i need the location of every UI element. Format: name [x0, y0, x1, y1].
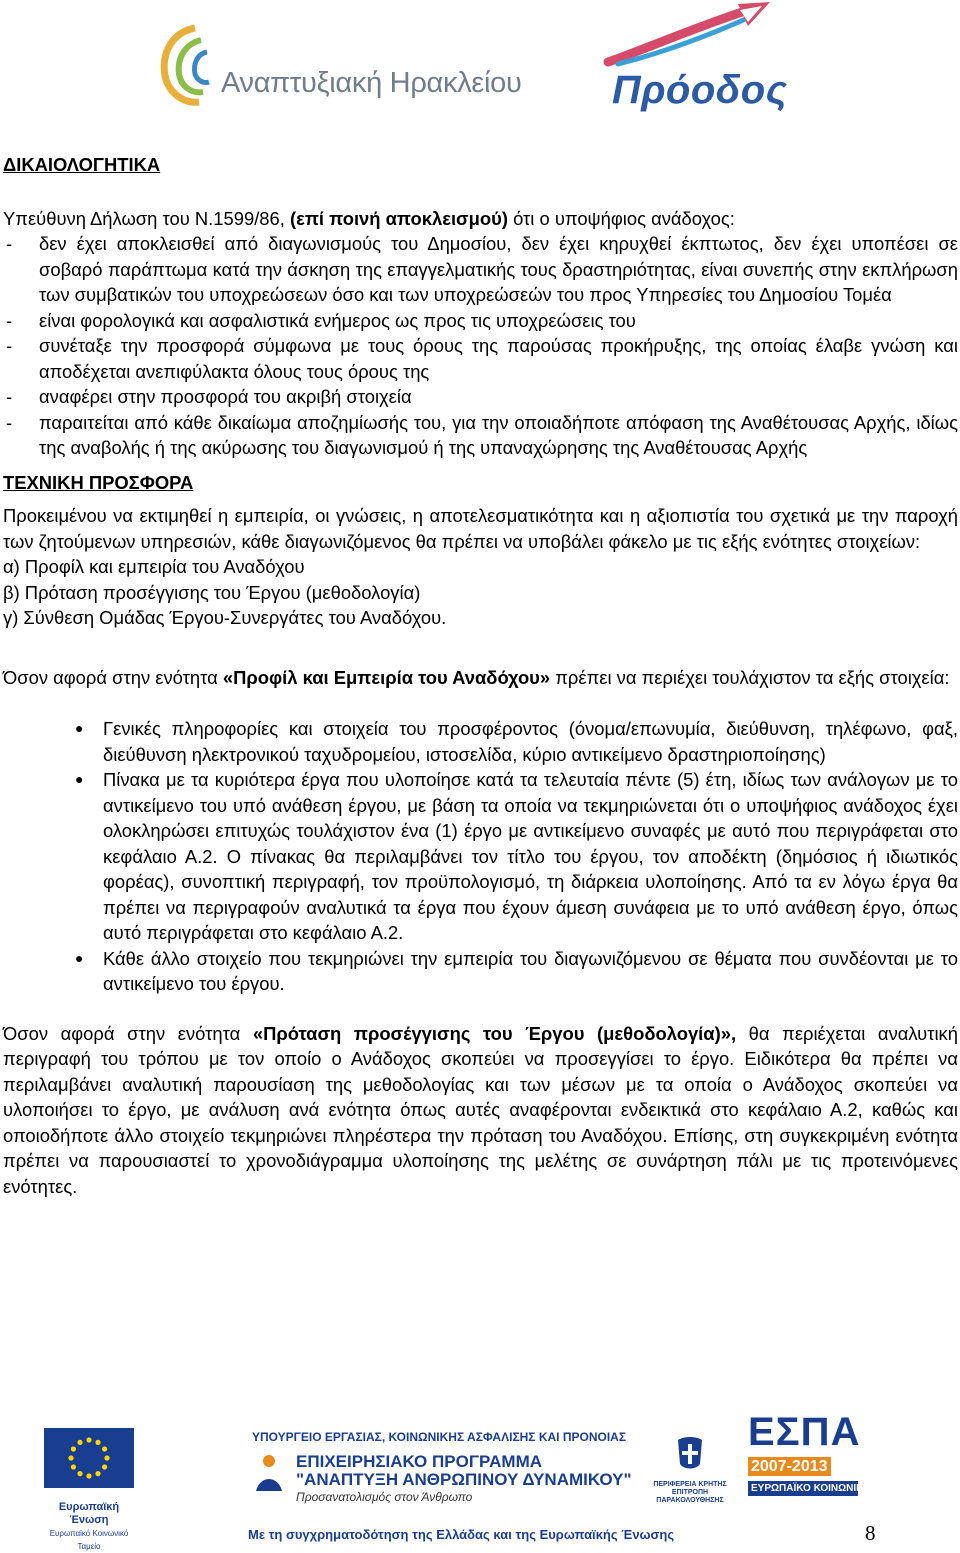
profile-paragraph: Όσον αφορά στην ενότητα «Προφίλ και Εμπειρία του Αναδόχου» πρέπει να περιέχει τουλάχιστον τα εξής στοιχεία:: [3, 666, 950, 688]
proodos-logo: [598, 0, 788, 122]
program-motto: Προσανατολισμός στον Άνθρωπο: [296, 1490, 473, 1504]
page-header: [0, 0, 960, 130]
unit-item: α) Προφίλ και εμπειρία του Αναδόχου: [3, 556, 305, 577]
human-figure-icon: [252, 1453, 286, 1493]
document-body: [3, 152, 958, 1199]
list-item: - συνέταξε την προσφορά σύμφωνα με τους όρους της παρούσας προκήρυξης, της οποίας έλαβε γνώση και αποδέχεται ανεπιφύλακτα όλους τους όρους της: [6, 335, 958, 382]
unit-item: β) Πρόταση προσέγγισης του Έργου (μεθοδολογία): [3, 581, 421, 603]
eu-caption: Ευρωπαϊκή Ένωση Ευρωπαϊκό Κοινωνικό Ταμείο: [49, 1500, 129, 1551]
section-heading-technical-offer: ΤΕΧΝΙΚΗ ΠΡΟΣΦΟΡΑ: [3, 471, 194, 493]
page-number: 8: [865, 1521, 876, 1545]
declaration-intro: Υπεύθυνη Δήλωση του Ν.1599/86, (επί ποινή αποκλεισμού) ότι ο υποψήφιος ανάδοχος:: [3, 207, 735, 229]
methodology-paragraph: Όσον αφορά στην ενότητα «Πρόταση προσέγγισης του Έργου (μεθοδολογία)», θα περιέχεται αναλυτική περιγραφή του τρόπου με τον οποίο ο Ανάδοχος σκοπεύει να προσεγγίσει το έργο. Ειδικότερα θα πρέπει να περιλαμβάνει αναλυτική παρουσίαση της μεθοδολογίας και των μέσων με τα οποία ο Ανάδοχος σκοπεύει να υλοποιήσει το έργο, με ανάλυση ανά ενότητα όπως αυτές αναφέρονται ενδεικτικά στο κεφάλαιο Α.2, καθώς και οποιοδήποτε άλλο στοιχείο τεκμηριώνει πληρέστερα την πρόταση του Αναδόχου. Επίσης, στη συγκεκριμένη ενότητα πρέπει να παρουσιαστεί το χρονοδιάγραμμα υλοποίησης της μελέτης σε συνάρτηση πάλι με τις προτεινόμενες ενότητες.: [3, 1022, 958, 1197]
espa-fund: ΕΥΡΩΠΑΪΚΟ ΚΟΙΝΩΝΙΚΟ ΤΑΜΕΙΟ: [748, 1481, 858, 1496]
page-footer: [0, 1400, 960, 1551]
left-logo-text: Αναπτυξιακή Ηρακλείου: [221, 67, 522, 99]
logo-mark-icon: [155, 18, 225, 108]
ministry-name: ΥΠΟΥΡΓΕΙΟ ΕΡΓΑΣΙΑΣ, ΚΟΙΝΩΝΙΚΗΣ ΑΣΦΑΛΙΣΗΣ ΚΑΙ ΠΡΟΝΟΙΑΣ: [252, 1430, 627, 1444]
crete-region-logo: ΠΕΡΙΦΕΡΕΙΑ ΚΡΗΤΗΣ ΕΠΙΤΡΟΠΗ ΠΑΡΑΚΟΛΟΥΘΗΣΗΣ: [650, 1434, 730, 1505]
right-logo-text: Πρόοδος: [612, 68, 788, 112]
rocket-icon: [598, 0, 778, 72]
espa-title: ΕΣΠΑ: [748, 1410, 861, 1454]
bullet-item: ● Γενικές πληροφορίες και στοιχεία του προσφέροντος (όνομα/επωνυμία, διεύθυνση, τηλέφωνο, φαξ, διεύθυνση ηλεκτρονικού ταχυδρομείου, ιστοσελίδα, κύριο αντικείμενο δραστηριοποίησης): [75, 718, 958, 765]
bullet-item: ● Κάθε άλλο στοιχείο που τεκμηριώνει την εμπειρία του διαγωνιζόμενου σε θέματα που συνδέονται με το αντικείμενο του έργου.: [75, 947, 958, 994]
bullet-item: ● Πίνακα με τα κυριότερα έργα που υλοποίησε κατά τα τελευταία πέντε (5) έτη, ιδίως των ανάλογων με το αντικείμενο του υπό ανάθεση έργου, με βάση τα οποία να τεκμηριώνεται ότι ο υποψήφιος ανάδοχος έχει ολοκληρώσει επιτυχώς τουλάχιστον ένα (1) έργο με αντικείμενο συναφές με αυτό που περιγράφεται στο κεφάλαιο Α.2. Ο πίνακας θα περιλαμβάνει τον τίτλο του έργου, τον αποδέκτη (δημόσιος ή ιδιωτικός φορέας), συνοπτική περιγραφή, τον προϋπολογισμό, τη διάρκεια υλοποίησης. Από τα εν λόγω έργα θα πρέπει να περιγραφούν αναλυτικά τα έργα που έχουν άμεση συνάφεια με το υπό ανάθεση έργο, όπως αυτό περιγράφεται στο κεφάλαιο Α.2.: [75, 769, 958, 943]
list-item: - παραιτείται από κάθε δικαίωμα αποζημίωσής του, για την οποιαδήποτε απόφαση της Αναθέτουσας Αρχής, ιδίως της αναβολής ή της ακύρωσης του διαγωνισμού ή της υπαναχώρησης της Αναθέτουσας Αρχής: [6, 411, 958, 458]
list-item: - αναφέρει στην προσφορά του ακριβή στοιχεία: [6, 386, 412, 407]
greek-emblem-icon: [670, 1434, 710, 1474]
eu-logo: [44, 1428, 134, 1553]
espa-years: 2007-2013: [748, 1457, 831, 1476]
cofinance-note: Με τη συγχρηματοδότηση της Ελλάδας και της Ευρωπαϊκής Ένωσης: [248, 1527, 675, 1542]
program-subtitle: "ΑΝΑΠΤΥΞΗ ΑΝΘΡΩΠΙΝΟΥ ΔΥΝΑΜΙΚΟΥ": [296, 1470, 632, 1489]
list-item: - δεν έχει αποκλεισθεί από διαγωνισμούς του Δημοσίου, δεν έχει κηρυχθεί έκπτωτος, δεν έχει υποπέσει σε σοβαρό παράπτωμα κατά την άσκηση της επαγγελματικής τους δραστηριότητας, είναι συνεπής στην εκπλήρωση των συμβατικών του υποχρεώσεων όσο και των υποχρεώσεών του προς Υπηρεσίες του Δημοσίου Τομέα: [6, 233, 958, 305]
anaptyxiaki-irakleiou-logo: [155, 18, 522, 118]
eu-flag-icon: [44, 1428, 134, 1488]
espa-logo: [748, 1410, 912, 1496]
program-title: ΕΠΙΧΕΙΡΗΣΙΑΚΟ ΠΡΟΓΡΑΜΜΑ: [296, 1452, 543, 1471]
unit-item: γ) Σύνθεση Ομάδας Έργου-Συνεργάτες του Αναδόχου.: [3, 607, 447, 628]
list-item: - είναι φορολογικά και ασφαλιστικά ενήμερος ως προς τις υποχρεώσεις του: [6, 309, 636, 331]
technical-offer-intro: Προκειμένου να εκτιμηθεί η εμπειρία, οι γνώσεις, η αποτελεσματικότητα και η αξιοπιστία του σχετικά με την παροχή των ζητούμενων υπηρεσιών, κάθε διαγωνιζόμενος θα πρέπει να υποβάλει φάκελο με τις εξής ενότητες στοιχείων:: [3, 505, 958, 552]
section-heading-documents: ΔΙΚΑΙΟΛΟΓΗΤΙΚΑ: [3, 154, 161, 175]
